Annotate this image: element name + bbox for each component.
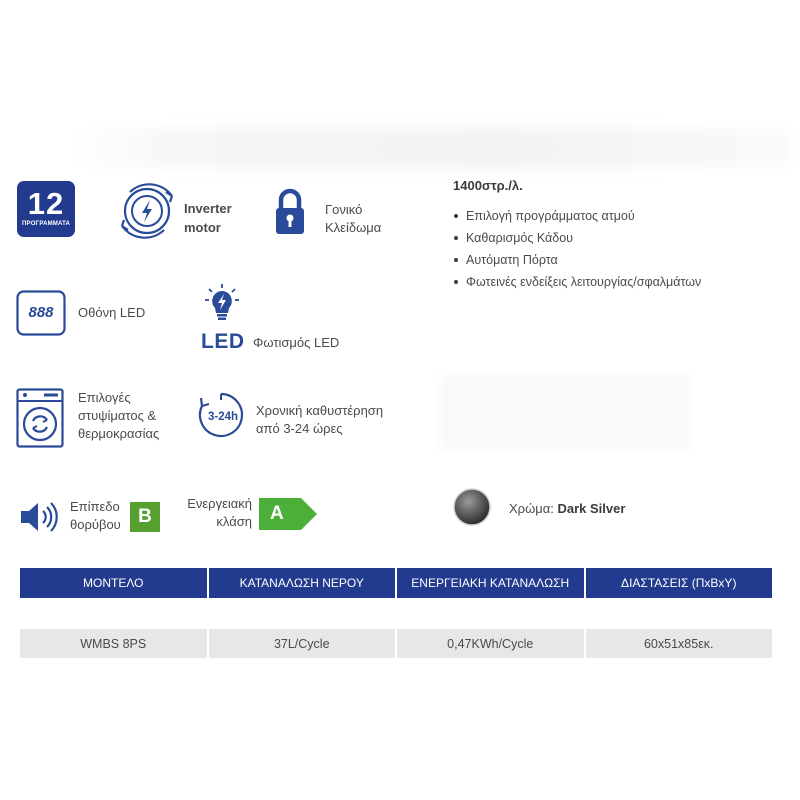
noise-class-badge: B: [130, 502, 160, 532]
spin-speed-title: 1400στρ./λ.: [453, 178, 523, 193]
programs-badge-icon: [17, 181, 75, 237]
cell-water: 37L/Cycle: [209, 629, 396, 658]
color-label-text: Χρώμα:: [509, 501, 554, 516]
programs-label: ΠΡΟΓΡΑΜΜΑΤΑ: [21, 221, 71, 227]
noise-label: [70, 498, 121, 534]
color-value: Dark Silver: [557, 501, 626, 516]
inverter-motor-icon: [114, 182, 180, 240]
noise-line2: θορύβου: [70, 517, 121, 532]
list-item-text: Φωτεινές ενδείξεις λειτουργίας/σφαλμάτων: [466, 275, 702, 289]
inverter-label: [184, 199, 232, 237]
table-row: [20, 629, 772, 658]
padlock-icon: [273, 188, 307, 236]
child-lock-line1: Γονικό: [325, 202, 363, 217]
list-item: [452, 205, 701, 227]
list-item: [452, 271, 701, 293]
bullet-icon: [454, 236, 458, 240]
cell-model: WMBS 8PS: [20, 629, 207, 658]
led-display-digits: 888: [28, 304, 54, 321]
table-header-row: [20, 568, 772, 598]
table-gap: [20, 598, 772, 629]
list-item: [452, 227, 701, 249]
list-item-text: Αυτόματη Πόρτα: [466, 253, 558, 267]
child-lock-line2: Κλείδωμα: [325, 220, 382, 235]
led-display-label: Οθόνη LED: [78, 305, 146, 320]
cell-dimensions: 60x51x85εκ.: [586, 629, 773, 658]
list-item-text: Επιλογή προγράμματος ατμού: [466, 209, 635, 223]
table-gap-row: [20, 598, 772, 629]
background-band: [70, 128, 790, 168]
header-model: ΜΟΝΤΕΛΟ: [20, 568, 207, 598]
spin-options-line1: Επιλογές: [78, 390, 131, 405]
list-item: [452, 249, 701, 271]
delay-timer-icon: [196, 390, 246, 440]
bullet-icon: [454, 214, 458, 218]
energy-line1: Ενεργειακή: [187, 496, 252, 511]
color-swatch-icon: [452, 487, 492, 527]
color-label: [509, 500, 625, 518]
child-lock-label: [325, 201, 381, 237]
bullet-icon: [454, 258, 458, 262]
energy-class-letter: A: [270, 503, 284, 524]
background-smudge: [440, 375, 690, 450]
spin-options-line3: θερμοκρασίας: [78, 426, 160, 441]
header-water: ΚΑΤΑΝΑΛΩΣΗ ΝΕΡΟΥ: [209, 568, 396, 598]
led-display-icon: [16, 290, 66, 336]
speaker-icon: [20, 500, 60, 534]
header-dimensions: ΔΙΑΣΤΑΣΕΙΣ (ΠxΒxΥ): [586, 568, 773, 598]
washing-machine-icon: [16, 388, 64, 448]
energy-arrow-icon: [259, 498, 317, 530]
list-item-text: Καθαρισμός Κάδου: [466, 231, 574, 245]
cell-energy: 0,47KWh/Cycle: [397, 629, 584, 658]
led-bulb-icon: [203, 283, 241, 323]
led-light-label: Φωτισμός LED: [253, 335, 340, 350]
spin-options-line2: στυψίματος &: [78, 408, 157, 423]
delay-line2: από 3-24 ώρες: [256, 421, 343, 436]
noise-line1: Επίπεδο: [70, 499, 120, 514]
programs-number: 12: [27, 186, 65, 221]
delay-label: [256, 402, 383, 438]
delay-badge: 3-24h: [207, 411, 239, 423]
features-list: [452, 205, 701, 293]
led-badge: LED: [201, 330, 245, 353]
inverter-label-line1: Inverter: [184, 201, 232, 216]
header-energy: ΕΝΕΡΓΕΙΑΚΗ ΚΑΤΑΝΑΛΩΣΗ: [397, 568, 584, 598]
bullet-icon: [454, 280, 458, 284]
inverter-label-line2: motor: [184, 220, 221, 235]
energy-label: [186, 495, 252, 531]
spin-options-label: [78, 389, 159, 443]
spec-table: [18, 568, 774, 658]
energy-arrow-shape: [259, 498, 317, 530]
energy-line2: κλάση: [216, 514, 252, 529]
delay-line1: Χρονική καθυστέρηση: [256, 403, 384, 418]
